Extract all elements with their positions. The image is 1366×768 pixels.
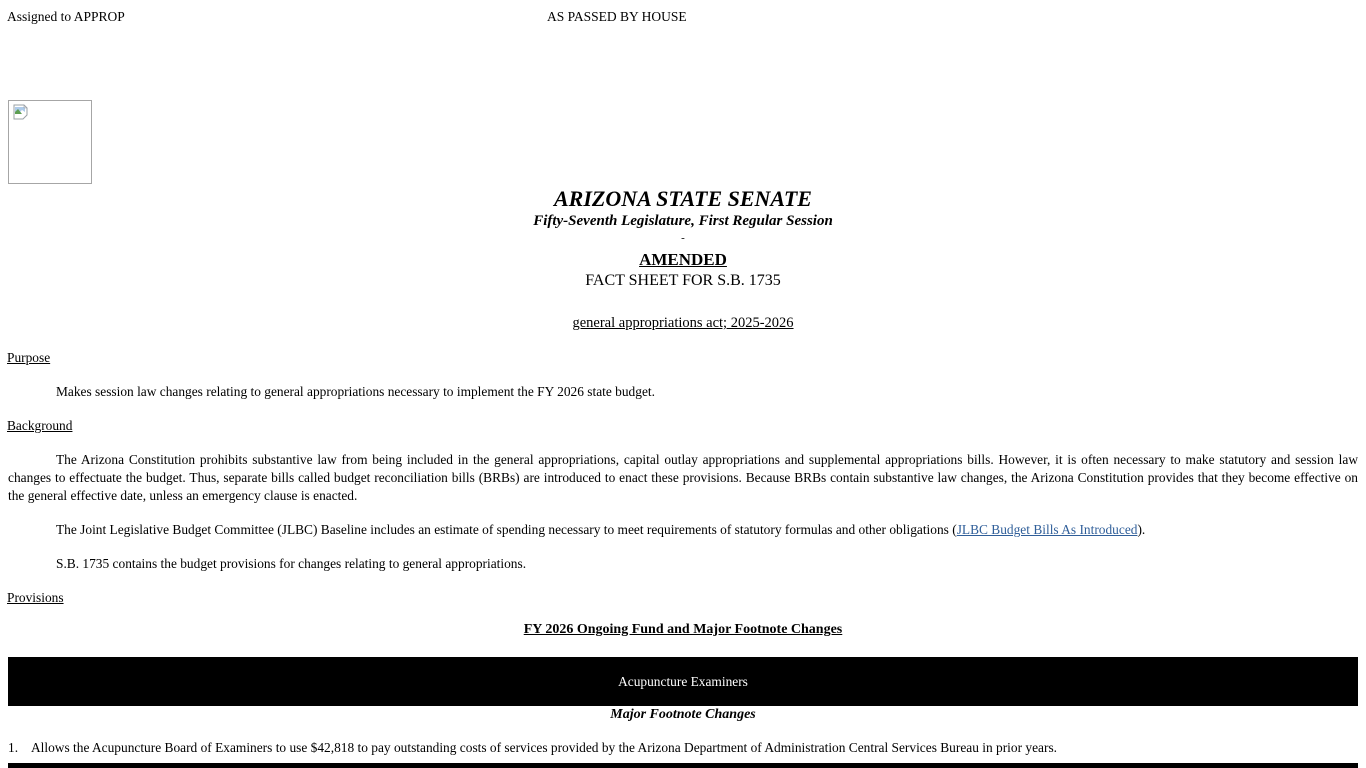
document-title: ARIZONA STATE SENATE [554, 186, 812, 211]
amended-label: AMENDED [639, 250, 727, 269]
background-heading: Background [7, 418, 73, 433]
purpose-paragraph: Makes session law changes relating to general appropriations necessary to implement the FY 2026 state budget. [56, 384, 655, 399]
passed-by-house-label: AS PASSED BY HOUSE [547, 9, 687, 24]
provision-item-text: Allows the Acupuncture Board of Examiners to use $42,818 to pay outstanding costs of services provided by the Arizona Department of Administration Central Services Bureau in prior years. [31, 740, 1058, 755]
provision-item-1 [8, 739, 1358, 757]
background-paragraph-2-suffix: ). [1137, 522, 1146, 537]
background-paragraph-3: S.B. 1735 contains the budget provisions for changes relating to general appropriations. [56, 556, 527, 571]
broken-image-placeholder [8, 100, 92, 184]
fy2026-changes-subheading: FY 2026 Ongoing Fund and Major Footnote Changes [523, 622, 843, 637]
provisions-heading: Provisions [7, 590, 64, 605]
fact-sheet-title: FACT SHEET FOR S.B. 1735 [585, 272, 781, 289]
background-paragraph-2 [8, 521, 1358, 539]
provision-item-number: 1. [8, 740, 19, 755]
next-agency-banner-cutoff [8, 763, 1358, 768]
major-footnote-changes-subheading: Major Footnote Changes [610, 707, 756, 722]
assigned-to-label: Assigned to APPROP [7, 9, 125, 24]
purpose-heading: Purpose [7, 350, 51, 365]
legislature-session-subtitle: Fifty-Seventh Legislature, First Regular Session [533, 213, 833, 229]
background-paragraph-2-prefix: The Joint Legislative Budget Committee (JLBC) Baseline includes an estimate of spending necessary to meet requirements of statutory formulas and other obligations ( [56, 522, 957, 537]
jlbc-budget-bills-link[interactable]: JLBC Budget Bills As Introduced [956, 522, 1138, 537]
title-dash: - [681, 232, 685, 244]
bill-subject-line: general appropriations act; 2025-2026 [572, 315, 794, 331]
background-paragraph-1: The Arizona Constitution prohibits substantive law from being included in the general appropriations, capital outlay appropriations and supplemental appropriations bills. However, it is often necessary to make statutory and session law changes to effectuate the budget. Thus, separate bills called budget reconciliation bills (BRBs) are introduced to enact these provisions. Because BRBs contain substantive law changes, the Arizona Constitution provides that they become effective on the general effective date, unless an emergency clause is enacted. [8, 452, 1358, 503]
agency-banner-acupuncture-examiners [8, 657, 1358, 706]
agency-banner-label: Acupuncture Examiners [618, 673, 748, 689]
broken-image-icon [11, 103, 31, 123]
